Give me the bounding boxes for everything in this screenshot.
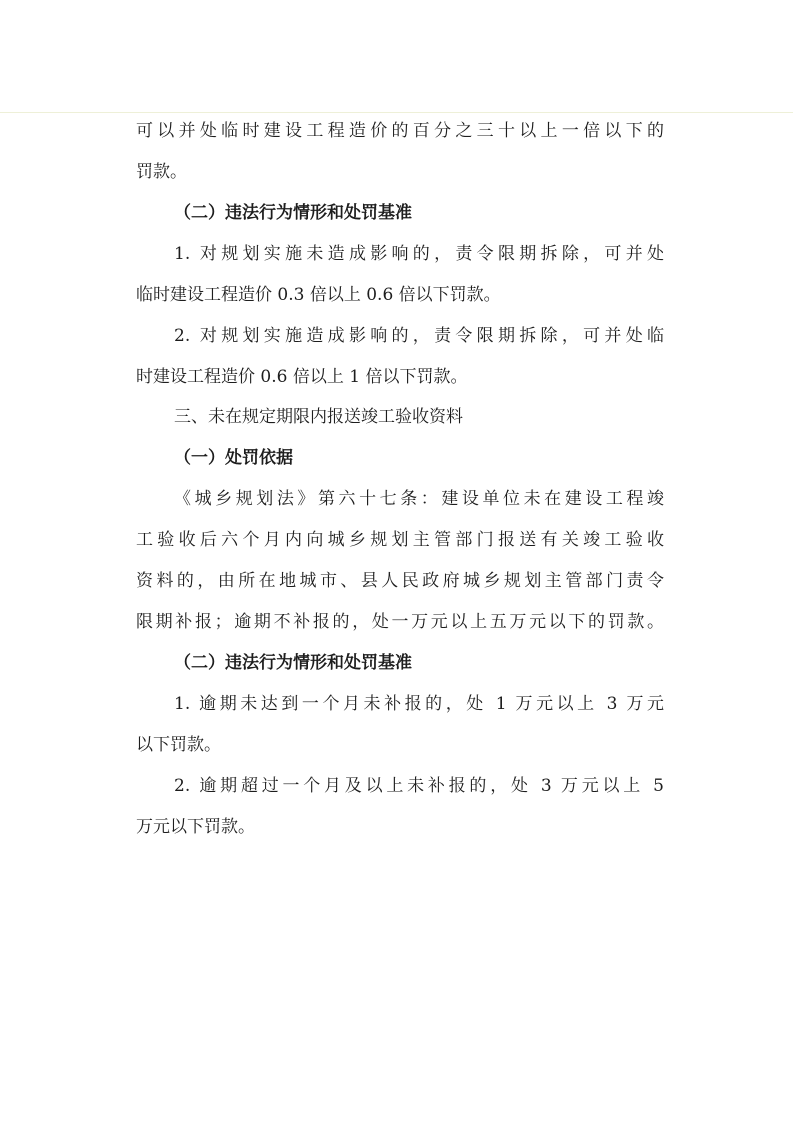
paragraph-line: 工验收后六个月内向城乡规划主管部门报送有关竣工验收: [136, 530, 664, 550]
paragraph-line: 资料的，由所在地城市、县人民政府城乡规划主管部门责令: [136, 571, 664, 591]
list-item-line: 以下罚款。: [136, 735, 221, 755]
paragraph-line: 罚款。: [136, 162, 187, 182]
list-item-line: 万元以下罚款。: [136, 817, 255, 837]
section-heading: （二）违法行为情形和处罚基准: [174, 653, 412, 673]
section-heading: （二）违法行为情形和处罚基准: [174, 203, 412, 223]
list-item-line: 1. 对规划实施未造成影响的，责令限期拆除，可并处: [174, 244, 664, 264]
paragraph-line: 可以并处临时建设工程造价的百分之三十以上一倍以下的: [136, 121, 664, 141]
paragraph-line: 限期补报；逾期不补报的，处一万元以上五万元以下的罚款。: [136, 612, 664, 632]
list-item-line: 2. 对规划实施造成影响的，责令限期拆除，可并处临: [174, 326, 664, 346]
paragraph-line: 《城乡规划法》第六十七条：建设单位未在建设工程竣: [174, 489, 664, 509]
list-item-line: 1. 逾期未达到一个月未补报的，处 1 万元以上 3 万元: [174, 694, 664, 714]
list-item-line: 时建设工程造价 0.6 倍以上 1 倍以下罚款。: [136, 367, 468, 387]
list-item-line: 临时建设工程造价 0.3 倍以上 0.6 倍以下罚款。: [136, 285, 501, 305]
page-top-rule: [0, 112, 793, 113]
list-item-line: 2. 逾期超过一个月及以上未补报的，处 3 万元以上 5: [174, 776, 664, 796]
chapter-heading: 三、未在规定期限内报送竣工验收资料: [174, 407, 463, 427]
section-heading: （一）处罚依据: [174, 448, 293, 468]
